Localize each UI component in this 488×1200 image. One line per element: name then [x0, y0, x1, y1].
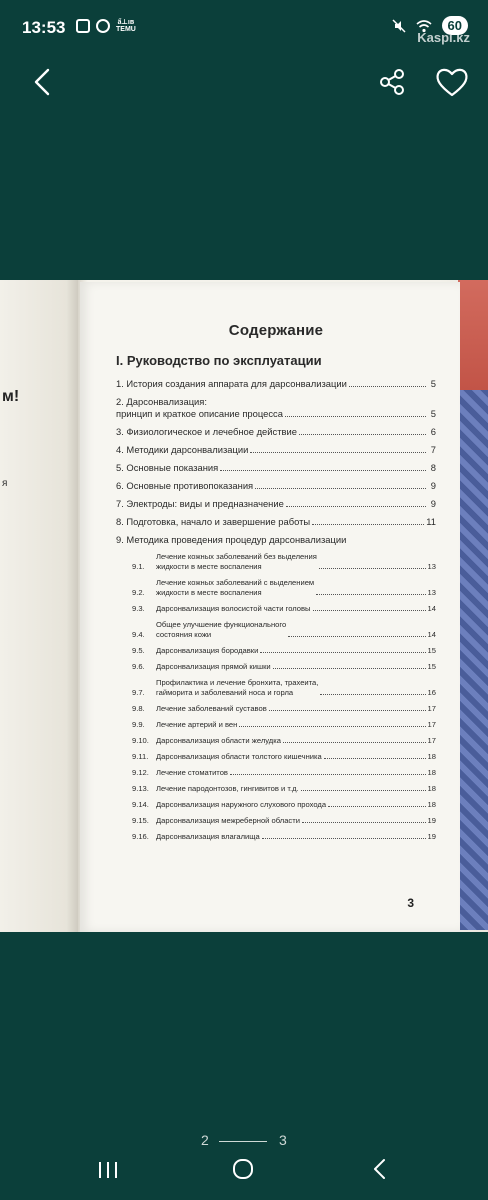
toc-item	[116, 444, 436, 456]
toc-item	[116, 462, 436, 474]
right-book-page	[80, 282, 460, 932]
system-nav-bar	[0, 1148, 488, 1200]
toc-item-page: 9	[430, 480, 436, 491]
toc-item	[116, 534, 436, 546]
toc-subitem-label: Лечение стоматитов	[156, 768, 228, 777]
toc-leader-dots	[260, 652, 425, 653]
toc-subitem-label: Дарсонвализация межреберной области	[156, 816, 300, 825]
toc-leader-dots	[313, 610, 426, 611]
toc-leader-dots	[269, 710, 426, 711]
toc-subitem-label: Дарсонвализация наружного слухового прохода	[156, 800, 327, 809]
toc-item-label: 1. История создания аппарата для дарсонвализации	[116, 378, 347, 389]
toc-subitem-number: 9.13.	[132, 784, 149, 793]
toc-subitem-page: 18	[427, 752, 436, 761]
recent-apps-icon	[96, 1158, 120, 1182]
toc-leader-dots	[262, 838, 426, 839]
back-button[interactable]	[26, 64, 62, 100]
toc-leader-dots	[299, 434, 426, 435]
toc-leader-dots	[302, 822, 426, 823]
toc-leader-dots	[288, 636, 425, 637]
toc-item-page: 7	[430, 444, 436, 455]
toc-subitem	[116, 784, 436, 794]
toc-subitem-number: 9.12.	[132, 768, 149, 777]
toc-subitem	[116, 704, 436, 714]
system-back-button[interactable]	[368, 1157, 392, 1181]
status-icons-left	[76, 19, 136, 33]
home-icon	[231, 1157, 255, 1181]
toc-subitem-label: Дарсонвализация волосистой части головы	[156, 604, 311, 613]
toc-subitem-number: 9.4.	[132, 630, 145, 639]
toc-leader-dots	[230, 774, 426, 775]
share-button[interactable]	[374, 64, 410, 100]
toc-subitem	[116, 768, 436, 778]
toc-subitem-page: 16	[427, 688, 436, 697]
toc-item-label: 9. Методика проведения процедур дарсонвализации	[116, 534, 347, 545]
toc-subitem-label: Лечение пародонтозов, гингивитов и т.д.	[156, 784, 299, 793]
toc-item-page: 11	[426, 516, 436, 527]
toc-subitem	[116, 620, 436, 640]
left-page-text-fragment-2: я	[2, 478, 8, 489]
toc-subitem	[116, 720, 436, 730]
toc-subitem	[116, 678, 436, 698]
toc-subitem-label: Дарсонвализация области желудка	[156, 736, 281, 745]
toc-items	[116, 378, 436, 546]
toc-subitem-label: Дарсонвализация бородавки	[156, 646, 259, 655]
left-page-text-fragment: м!	[2, 388, 20, 405]
toc-subitem-number: 9.5.	[132, 646, 145, 655]
chevron-left-icon	[26, 64, 62, 100]
toc-subitem-page: 15	[427, 662, 436, 671]
toc-subitem-number: 9.8.	[132, 704, 145, 713]
home-button[interactable]	[231, 1157, 255, 1181]
toc-leader-dots	[220, 470, 426, 471]
book-page-number: 3	[407, 896, 414, 910]
toc-item	[116, 396, 436, 420]
toc-leader-dots	[239, 726, 425, 727]
toc-subitem-number: 9.16.	[132, 832, 149, 841]
pager-divider	[219, 1141, 267, 1142]
toc-leader-dots	[324, 758, 426, 759]
toc-subitem-page: 19	[427, 816, 436, 825]
toc-subitem-page: 19	[427, 832, 436, 841]
toc-leader-dots	[250, 452, 426, 453]
toc-subitem-page: 14	[427, 630, 436, 639]
toc-leader-dots	[301, 790, 426, 791]
blue-fabric-background	[460, 390, 488, 930]
product-photo[interactable]	[0, 280, 488, 932]
toc-subitem-label: Общее улучшение функционального состояния кожи	[156, 620, 287, 639]
toc-subitem-number: 9.14.	[132, 800, 149, 809]
toc-subitem-number: 9.9.	[132, 720, 145, 729]
toc-subitem	[116, 816, 436, 826]
toc-subitem-label: Дарсонвализация влагалища	[156, 832, 260, 841]
toc-leader-dots	[349, 386, 426, 387]
toc-subitem-label: Лечение заболеваний суставов	[156, 704, 267, 713]
toc-subitem	[116, 736, 436, 746]
toc-subitem-page: 18	[427, 800, 436, 809]
toc-subitem-number: 9.3.	[132, 604, 145, 613]
temu-top-text: ẩ⊥ıʙ	[117, 19, 135, 26]
toc-subitem-label: Лечение кожных заболеваний без выделения жидкости в месте воспаления	[156, 552, 317, 571]
recent-apps-button[interactable]	[96, 1158, 120, 1182]
table-of-contents	[116, 322, 436, 848]
toc-leader-dots	[286, 506, 426, 507]
toc-subitem	[116, 662, 436, 672]
watermark-logo: Kaspi.kz	[417, 30, 470, 45]
toc-leader-dots	[328, 806, 425, 807]
toc-leader-dots	[312, 524, 424, 525]
toc-item-page: 5	[430, 378, 436, 389]
toc-subitem-number: 9.1.	[132, 562, 145, 571]
toc-subitem-number: 9.15.	[132, 816, 149, 825]
toc-subitem	[116, 578, 436, 598]
toc-subitem	[116, 604, 436, 614]
toc-subitem-page: 17	[427, 720, 436, 729]
toc-subitem-page: 17	[427, 736, 436, 745]
battery-level: 60	[442, 16, 468, 35]
toc-subitem	[116, 646, 436, 656]
toc-item-label: 8. Подготовка, начало и завершение работы	[116, 516, 311, 527]
toc-subitem-page: 14	[427, 604, 436, 613]
toc-item-page: 5	[430, 408, 436, 419]
toc-subitem-label: Лечение артерий и вен	[156, 720, 238, 729]
toc-subitem-number: 9.6.	[132, 662, 145, 671]
toc-leader-dots	[320, 694, 425, 695]
toc-subitem	[116, 752, 436, 762]
toc-leader-dots	[283, 742, 426, 743]
pager-total: 3	[279, 1132, 287, 1148]
toc-subitems	[116, 552, 436, 842]
toc-item-page: 6	[430, 426, 436, 437]
toc-subitem-page: 17	[427, 704, 436, 713]
toc-subitem-number: 9.2.	[132, 588, 145, 597]
toc-item-page: 8	[430, 462, 436, 473]
toc-item	[116, 426, 436, 438]
toc-subitem-number: 9.10.	[132, 736, 149, 745]
toc-leader-dots	[273, 668, 426, 669]
temu-notification-icon	[116, 19, 136, 33]
toc-item-page: 9	[430, 498, 436, 509]
toc-subitem	[116, 552, 436, 572]
toc-subitem-page: 15	[427, 646, 436, 655]
toc-section-title: I. Руководство по эксплуатации	[116, 353, 322, 368]
toc-item-label: 6. Основные противопоказания	[116, 480, 254, 491]
mute-icon	[392, 19, 406, 33]
toc-item-label: 5. Основные показания	[116, 462, 219, 473]
status-time: 13:53	[22, 18, 66, 37]
toc-item	[116, 378, 436, 390]
toc-subitem-label: Лечение кожных заболеваний с выделением жидкости в месте воспаления	[156, 578, 315, 597]
toc-item-label: 2. Дарсонвализация: принцип и краткое описание процесса	[116, 396, 283, 419]
back-icon	[368, 1157, 392, 1181]
toc-item-label: 3. Физиологическое и лечебное действие	[116, 426, 297, 437]
temu-bottom-text: TEMU	[116, 26, 136, 33]
toc-subitem-page: 18	[427, 784, 436, 793]
toc-subitem-page: 18	[427, 768, 436, 777]
toc-item-label: 4. Методики дарсонвализации	[116, 444, 249, 455]
heart-icon	[432, 64, 472, 100]
top-toolbar	[0, 56, 488, 108]
toc-item	[116, 480, 436, 492]
toc-item	[116, 516, 436, 528]
toc-leader-dots	[285, 416, 426, 417]
status-bar	[0, 0, 488, 56]
toc-subitem-page: 13	[427, 588, 436, 597]
toc-subitem-number: 9.7.	[132, 688, 145, 697]
toc-item	[116, 498, 436, 510]
toc-subitem	[116, 800, 436, 810]
toc-subitem-page: 13	[427, 562, 436, 571]
toc-title: Содержание	[228, 322, 324, 339]
toc-subitem-label: Профилактика и лечение бронхита, трахеита, гайморита и заболеваний носа и горла	[156, 678, 319, 697]
pager-current: 2	[201, 1132, 209, 1148]
toc-leader-dots	[319, 568, 426, 569]
screenshot-icon	[76, 19, 90, 33]
toc-subitem	[116, 832, 436, 842]
toc-item-label: 7. Электроды: виды и предназначение	[116, 498, 284, 509]
notification-icon	[96, 19, 110, 33]
toc-leader-dots	[255, 488, 426, 489]
toc-subitem-label: Дарсонвализация области толстого кишечника	[156, 752, 322, 761]
favorite-button[interactable]	[432, 64, 472, 100]
toc-subitem-label: Дарсонвализация прямой кишки	[156, 662, 271, 671]
toc-subitem-number: 9.11.	[132, 752, 149, 761]
red-object-edge	[458, 280, 488, 390]
share-icon	[374, 64, 410, 100]
left-book-page	[0, 280, 78, 932]
toc-leader-dots	[316, 594, 425, 595]
